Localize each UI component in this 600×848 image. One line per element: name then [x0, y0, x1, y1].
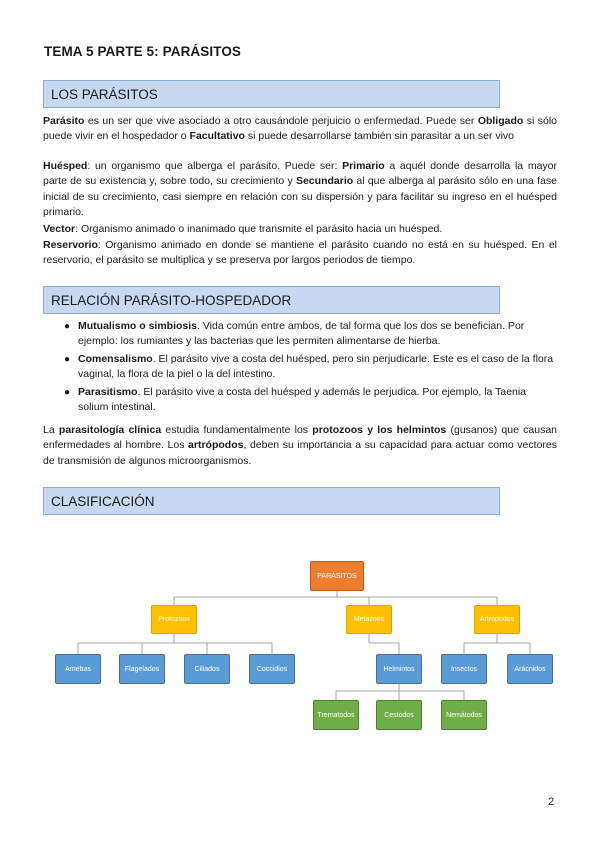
- relation-text: . El parásito vive a costa del huésped y además le perjudica. Por ejemplo, la Taenia solium intestinal.: [78, 385, 527, 414]
- term-secundario: Secundario: [295, 175, 354, 188]
- text: si puede desarrollarse también sin parasitar a un ser vivo: [244, 130, 515, 143]
- text: : Organismo animado en donde se mantiene el parásito cuando no está en su huésped. En el reservorio, el parásito se multiplica y se preserva por largos periodos de tiempo.: [43, 239, 557, 267]
- term-parasito: Parásito: [43, 115, 85, 127]
- tree-node-cestodos: Cestodos: [376, 700, 422, 730]
- term-obligado: Obligado: [477, 115, 524, 127]
- text: al que alberga al parásito sólo en una fase inicial de su crecimiento, casi siempre en relación con su dispersión y para facilitar su ingreso en el huésped primario.: [43, 175, 557, 219]
- text: : un organismo que alberga el parásito. Puede ser:: [87, 160, 343, 172]
- relation-term: Mutualismo o simbiosis: [78, 320, 198, 332]
- text: : Organismo animado o inanimado que transmite el parásito hacia un huésped.: [75, 223, 443, 235]
- section-header-relacion: RELACIÓN PARÁSITO-HOSPEDADOR: [43, 286, 500, 314]
- page-title: TEMA 5 PARTE 5: PARÁSITOS: [44, 44, 242, 59]
- tree-node-helmintos: Helmintos: [376, 654, 422, 684]
- text: (gusanos) que causan enfermedades al hombre. Los: [43, 424, 557, 452]
- text: si sólo puede vivir en el hospedador o: [43, 115, 557, 143]
- section-header-parasitos: LOS PARÁSITOS: [43, 80, 500, 108]
- term-parasitologia: parasitología clínica: [58, 424, 162, 436]
- tree-node-ciliados: Ciliados: [184, 654, 230, 684]
- tree-node-nematodos: Nemátodos: [441, 700, 487, 730]
- term-protozoos-helmintos: protozoos y los helmintos: [312, 424, 447, 436]
- term-vector: Vector: [43, 223, 76, 235]
- relation-text: . Vida común entre ambos, de tal forma que los dos se benefician. Por ejemplo: los rumiantes y las bacterias que les permiten alimentarse de hierba.: [78, 320, 525, 348]
- tree-node-protozoos: Protozoos: [151, 605, 197, 634]
- term-primario: Primario: [342, 160, 385, 172]
- tree-node-trematodos: Trematodos: [313, 700, 359, 730]
- tree-node-amebas: Amebas: [55, 654, 101, 684]
- relation-text: . El parásito vive a costa del huésped, pero sin perjudicarle. Este es el caso de la flora vaginal, la flora de la piel o la del intestino.: [78, 352, 554, 381]
- text: , deben su importancia a su capacidad para actuar como vectores de transmisión de algunos microorganismos.: [43, 439, 557, 467]
- tree-node-aracnidos: Arácnidos: [507, 654, 553, 684]
- term-huesped: Huésped: [43, 160, 88, 172]
- relation-term: Parasitismo: [78, 385, 138, 398]
- bullet-icon: ●: [64, 353, 71, 365]
- text: a aquél donde desarrolla la mayor parte de su existencia y, sobre todo, su crecimiento y: [43, 160, 558, 188]
- tree-node-insectos: Insectos: [441, 654, 487, 684]
- tree-node-coccidios: Coccidios: [249, 654, 295, 684]
- relation-term: Comensalismo: [78, 352, 153, 365]
- term-reservorio: Reservorio: [43, 239, 98, 251]
- text: La: [43, 424, 59, 436]
- bullet-icon: ●: [64, 321, 71, 332]
- text: estudia fundamentalmente los: [161, 424, 313, 436]
- tree-node-parasitos: PARÁSITOS: [310, 561, 364, 591]
- page-number: 2: [548, 796, 555, 808]
- bullet-icon: ●: [64, 386, 71, 398]
- section-header-clasificacion: CLASIFICACIÓN: [43, 487, 500, 515]
- term-facultativo: Facultativo: [189, 130, 245, 143]
- tree-node-flagelados: Flagelados: [119, 654, 165, 684]
- text: es un ser que vive asociado a otro causándole perjuicio o enfermedad. Puede ser: [84, 115, 478, 127]
- term-artropodos: artrópodos: [188, 439, 244, 452]
- tree-node-artropodos: Artrópodos: [474, 605, 520, 634]
- tree-node-metazoos: Metazoos: [346, 605, 392, 634]
